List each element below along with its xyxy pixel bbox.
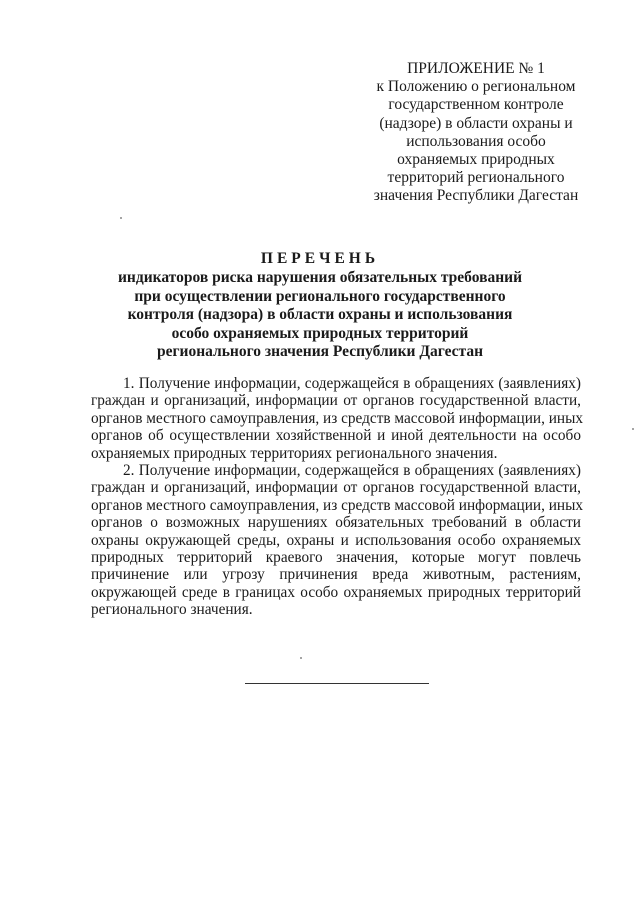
appendix-line: использования особо <box>406 132 546 150</box>
text-line: граждан и организаций, информации от органов государственной власти, <box>91 479 581 497</box>
text-line: природных территорий краевого значения, которые могут повлечь <box>91 549 581 567</box>
list-item-1 <box>91 375 584 462</box>
text-line: граждан и организаций, информации от органов государственной власти, <box>91 392 581 410</box>
appendix-line: (надзоре) в области охраны и <box>379 114 573 132</box>
scan-speck <box>632 428 634 430</box>
text-line: охраны окружающей среды, охраны и использования особо охраняемых <box>91 531 581 549</box>
text-line: органов об осуществлении хозяйственной и иной деятельности на особо <box>91 427 581 445</box>
list-item-2 <box>91 462 584 619</box>
text-line: органов местного самоуправления, из средств массовой информации, иных <box>91 496 584 514</box>
document-body <box>91 375 584 619</box>
scan-speck <box>120 217 122 219</box>
title-line: контроля (надзора) в области охраны и использования <box>127 306 513 324</box>
appendix-line: государственном контроле <box>388 96 564 114</box>
appendix-line: территорий регионального <box>387 169 565 187</box>
appendix-line: охраняемых природных <box>397 151 555 169</box>
title-line: регионального значения Республики Дагестан <box>156 343 483 361</box>
appendix-line: значения Республики Дагестан <box>373 187 579 205</box>
text-line: 2. Получение информации, содержащейся в обращениях (заявлениях) <box>123 462 581 480</box>
appendix-header <box>350 60 602 206</box>
appendix-line: к Положению о региональном <box>376 78 576 96</box>
title-main: ПЕРЕЧЕНЬ <box>260 250 380 267</box>
title-line: индикаторов риска нарушения обязательных требований <box>118 269 522 287</box>
title-line: особо охраняемых природных территорий <box>171 324 469 342</box>
appendix-line: ПРИЛОЖЕНИЕ № 1 <box>407 60 545 77</box>
text-line: 1. Получение информации, содержащейся в обращениях (заявлениях) <box>123 375 581 392</box>
end-separator <box>245 683 429 684</box>
text-line: охраняемых природных территориях регионального значения. <box>91 444 498 462</box>
scan-speck <box>300 657 302 659</box>
text-line: регионального значения. <box>91 601 253 619</box>
text-line: причинение или угрозу причинения вреда животным, растениям, <box>91 566 581 584</box>
title-line: при осуществлении регионального государственного <box>134 287 506 305</box>
text-line: органов местного самоуправления, из средств массовой информации, иных <box>91 409 584 427</box>
document-title <box>60 250 580 361</box>
text-line: окружающей среде в границах особо охраняемых природных территорий <box>91 583 581 601</box>
text-line: органов о возможных нарушениях обязательных требований в области <box>91 514 581 532</box>
